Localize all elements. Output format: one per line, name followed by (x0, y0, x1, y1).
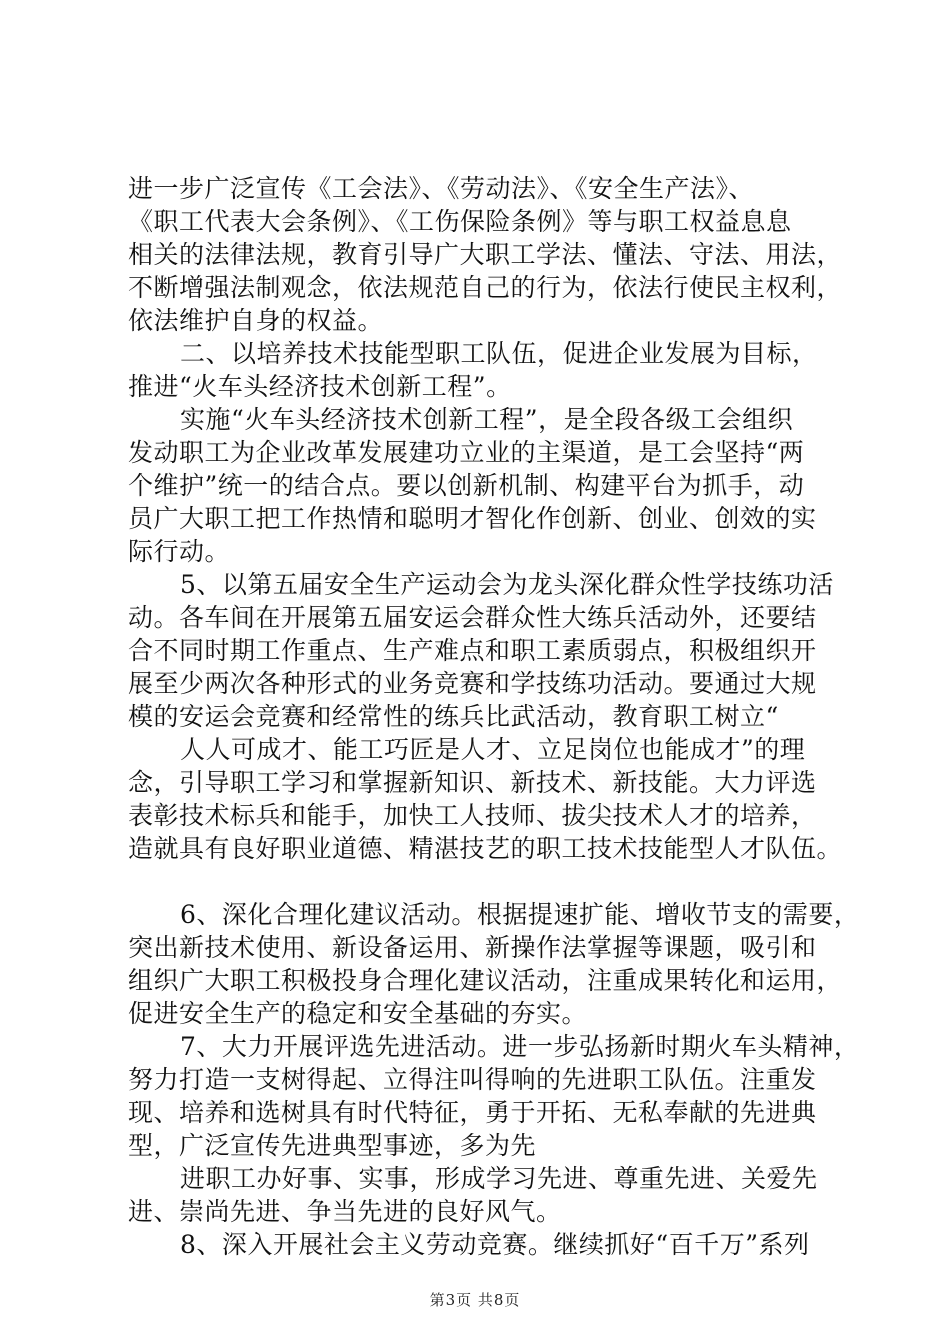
text-line: 8、深入开展社会主义劳动竞赛。继续抓好“百千万”系列 (180, 1230, 810, 1259)
text-line: 《职工代表大会条例》、《工伤保险条例》等与职工权益息息 (128, 207, 792, 236)
document-body (128, 172, 860, 1261)
text-line: 相关的法律法规，教育引导广大职工学法、懂法、守法、用法， (128, 240, 843, 269)
blank-line (128, 865, 848, 898)
text-line: 推进“火车头经济技术创新工程”。 (128, 372, 512, 401)
text-line: 努力打造一支树得起、立得注叫得响的先进职工队伍。注重发 (128, 1065, 817, 1094)
page-footer: 第3页 共8页 (429, 1291, 521, 1309)
text-line: 7、大力开展评选先进活动。进一步弘扬新时期火车头精神， (180, 1032, 860, 1061)
text-line: 展至少两次各种形式的业务竞赛和学技练功活动。要通过大规 (128, 669, 817, 698)
text-line: 模的安运会竞赛和经常性的练兵比武活动，教育职工树立“ (128, 702, 779, 731)
text-line: 际行动。 (128, 537, 231, 566)
text-line: 现、培养和选树具有时代特征，勇于开拓、无私奉献的先进典 (128, 1098, 817, 1127)
text-line: 组织广大职工积极投身合理化建议活动，注重成果转化和运用， (128, 966, 843, 995)
text-line: 人人可成才、能工巧匠是人才、立足岗位也能成才”的理 (180, 735, 806, 764)
text-line: 二、以培养技术技能型职工队伍，促进企业发展为目标， (180, 339, 818, 368)
text-line: 5、以第五届安全生产运动会为龙头深化群众性学技练功活 (180, 570, 834, 599)
text-line: 型，广泛宣传先进典型事迹，多为先 (128, 1131, 537, 1160)
text-line: 员广大职工把工作热情和聪明才智化作创新、创业、创效的实 (128, 504, 817, 533)
text-line: 6、深化合理化建议活动。根据提速扩能、增收节支的需要， (180, 900, 860, 929)
text-line: 进一步广泛宣传《工会法》、《劳动法》、《安全生产法》、 (128, 174, 755, 203)
text-line: 促进安全生产的稳定和安全基础的夯实。 (128, 999, 588, 1028)
text-line: 突出新技术使用、新设备运用、新操作法掌握等课题，吸引和 (128, 933, 817, 962)
text-line: 表彰技术标兵和能手，加快工人技师、拔尖技术人才的培养， (128, 801, 817, 830)
text-line: 实施“火车头经济技术创新工程”，是全段各级工会组织 (180, 405, 794, 434)
text-line: 进、崇尚先进、争当先进的良好风气。 (128, 1197, 562, 1226)
text-line: 个维护”统一的结合点。要以创新机制、构建平台为抓手，动 (128, 471, 805, 500)
text-line: 进职工办好事、实事，形成学习先进、尊重先进、关爱先 (180, 1164, 818, 1193)
text-line: 动。各车间在开展第五届安运会群众性大练兵活动外，还要结 (128, 603, 817, 632)
text-line: 不断增强法制观念，依法规范自己的行为，依法行使民主权利， (128, 273, 843, 302)
text-line: 造就具有良好职业道德、精湛技艺的职工技术技能型人才队伍。 (128, 834, 843, 863)
text-line: 合不同时期工作重点、生产难点和职工素质弱点，积极组织开 (128, 636, 817, 665)
text-line: 发动职工为企业改革发展建功立业的主渠道，是工会坚持“两 (128, 438, 805, 467)
text-line: 依法维护自身的权益。 (128, 306, 384, 335)
text-line: 念，引导职工学习和掌握新知识、新技术、新技能。大力评选 (128, 768, 817, 797)
